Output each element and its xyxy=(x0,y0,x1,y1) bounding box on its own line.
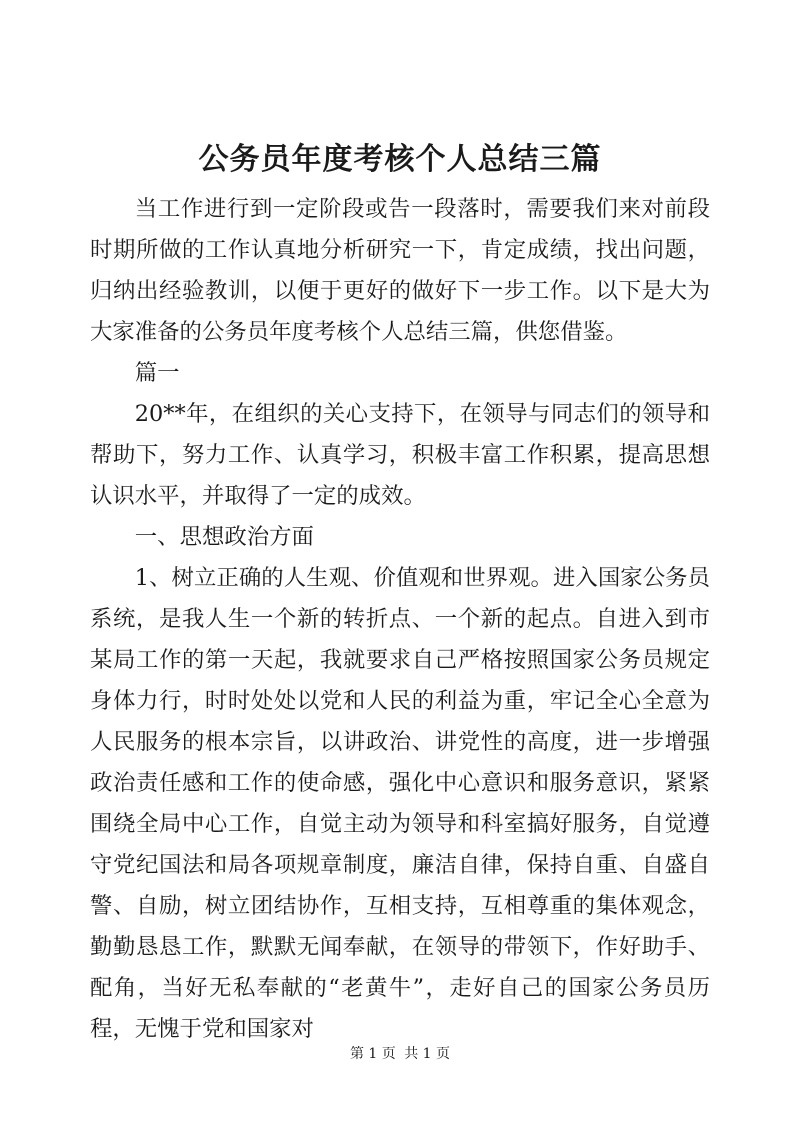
summary-paragraph: 20**年，在组织的关心支持下，在领导与同志们的领导和帮助下，努力工作、认真学习，积极丰富工作积累，提高思想认识水平，并取得了一定的成效。 xyxy=(90,401,710,509)
page-total: 共 1 页 xyxy=(404,1046,451,1062)
page-footer xyxy=(0,1044,800,1064)
intro-paragraph: 当工作进行到一定阶段或告一段落时，需要我们来对前段时期所做的工作认真地分析研究一下，肯定成绩，找出问题，归纳出经验教训，以便于更好的做好下一步工作。以下是大为大家准备的公务员年度考核个人总结三篇，供您借鉴。 xyxy=(90,196,710,345)
section-heading-ideology: 一、思想政治方面 xyxy=(134,524,314,550)
worldview-paragraph: 1、树立正确的人生观、价值观和世界观。进入国家公务员系统，是我人生一个新的转折点、一个新的起点。自进入到市某局工作的第一天起，我就要求自己严格按照国家公务员规定身体力行，时时处处以党和人民的利益为重，牢记全心全意为人民服务的根本宗旨，以讲政治、讲党性的高度，进一步增强政治责任感和工作的使命感，强化中心意识和服务意识，紧紧围绕全局中心工作，自觉主动为领导和科室搞好服务，自觉遵守党纪国法和局各项规章制度，廉洁自律，保持自重、自盛自警、自励，树立团结协作，互相支持，互相尊重的集体观念，勤勤恳恳工作，默默无闻奉献，在领导的带领下，作好助手、配角，当好无私奉献的“老黄牛”，走好自己的国家公务员历程，无愧于党和国家对 xyxy=(90,565,710,1042)
document-body xyxy=(90,189,710,1050)
page-number: 第 1 页 xyxy=(349,1046,396,1062)
document-title: 公务员年度考核个人总结三篇 xyxy=(198,142,602,177)
section-heading-part-one: 篇一 xyxy=(134,360,180,386)
